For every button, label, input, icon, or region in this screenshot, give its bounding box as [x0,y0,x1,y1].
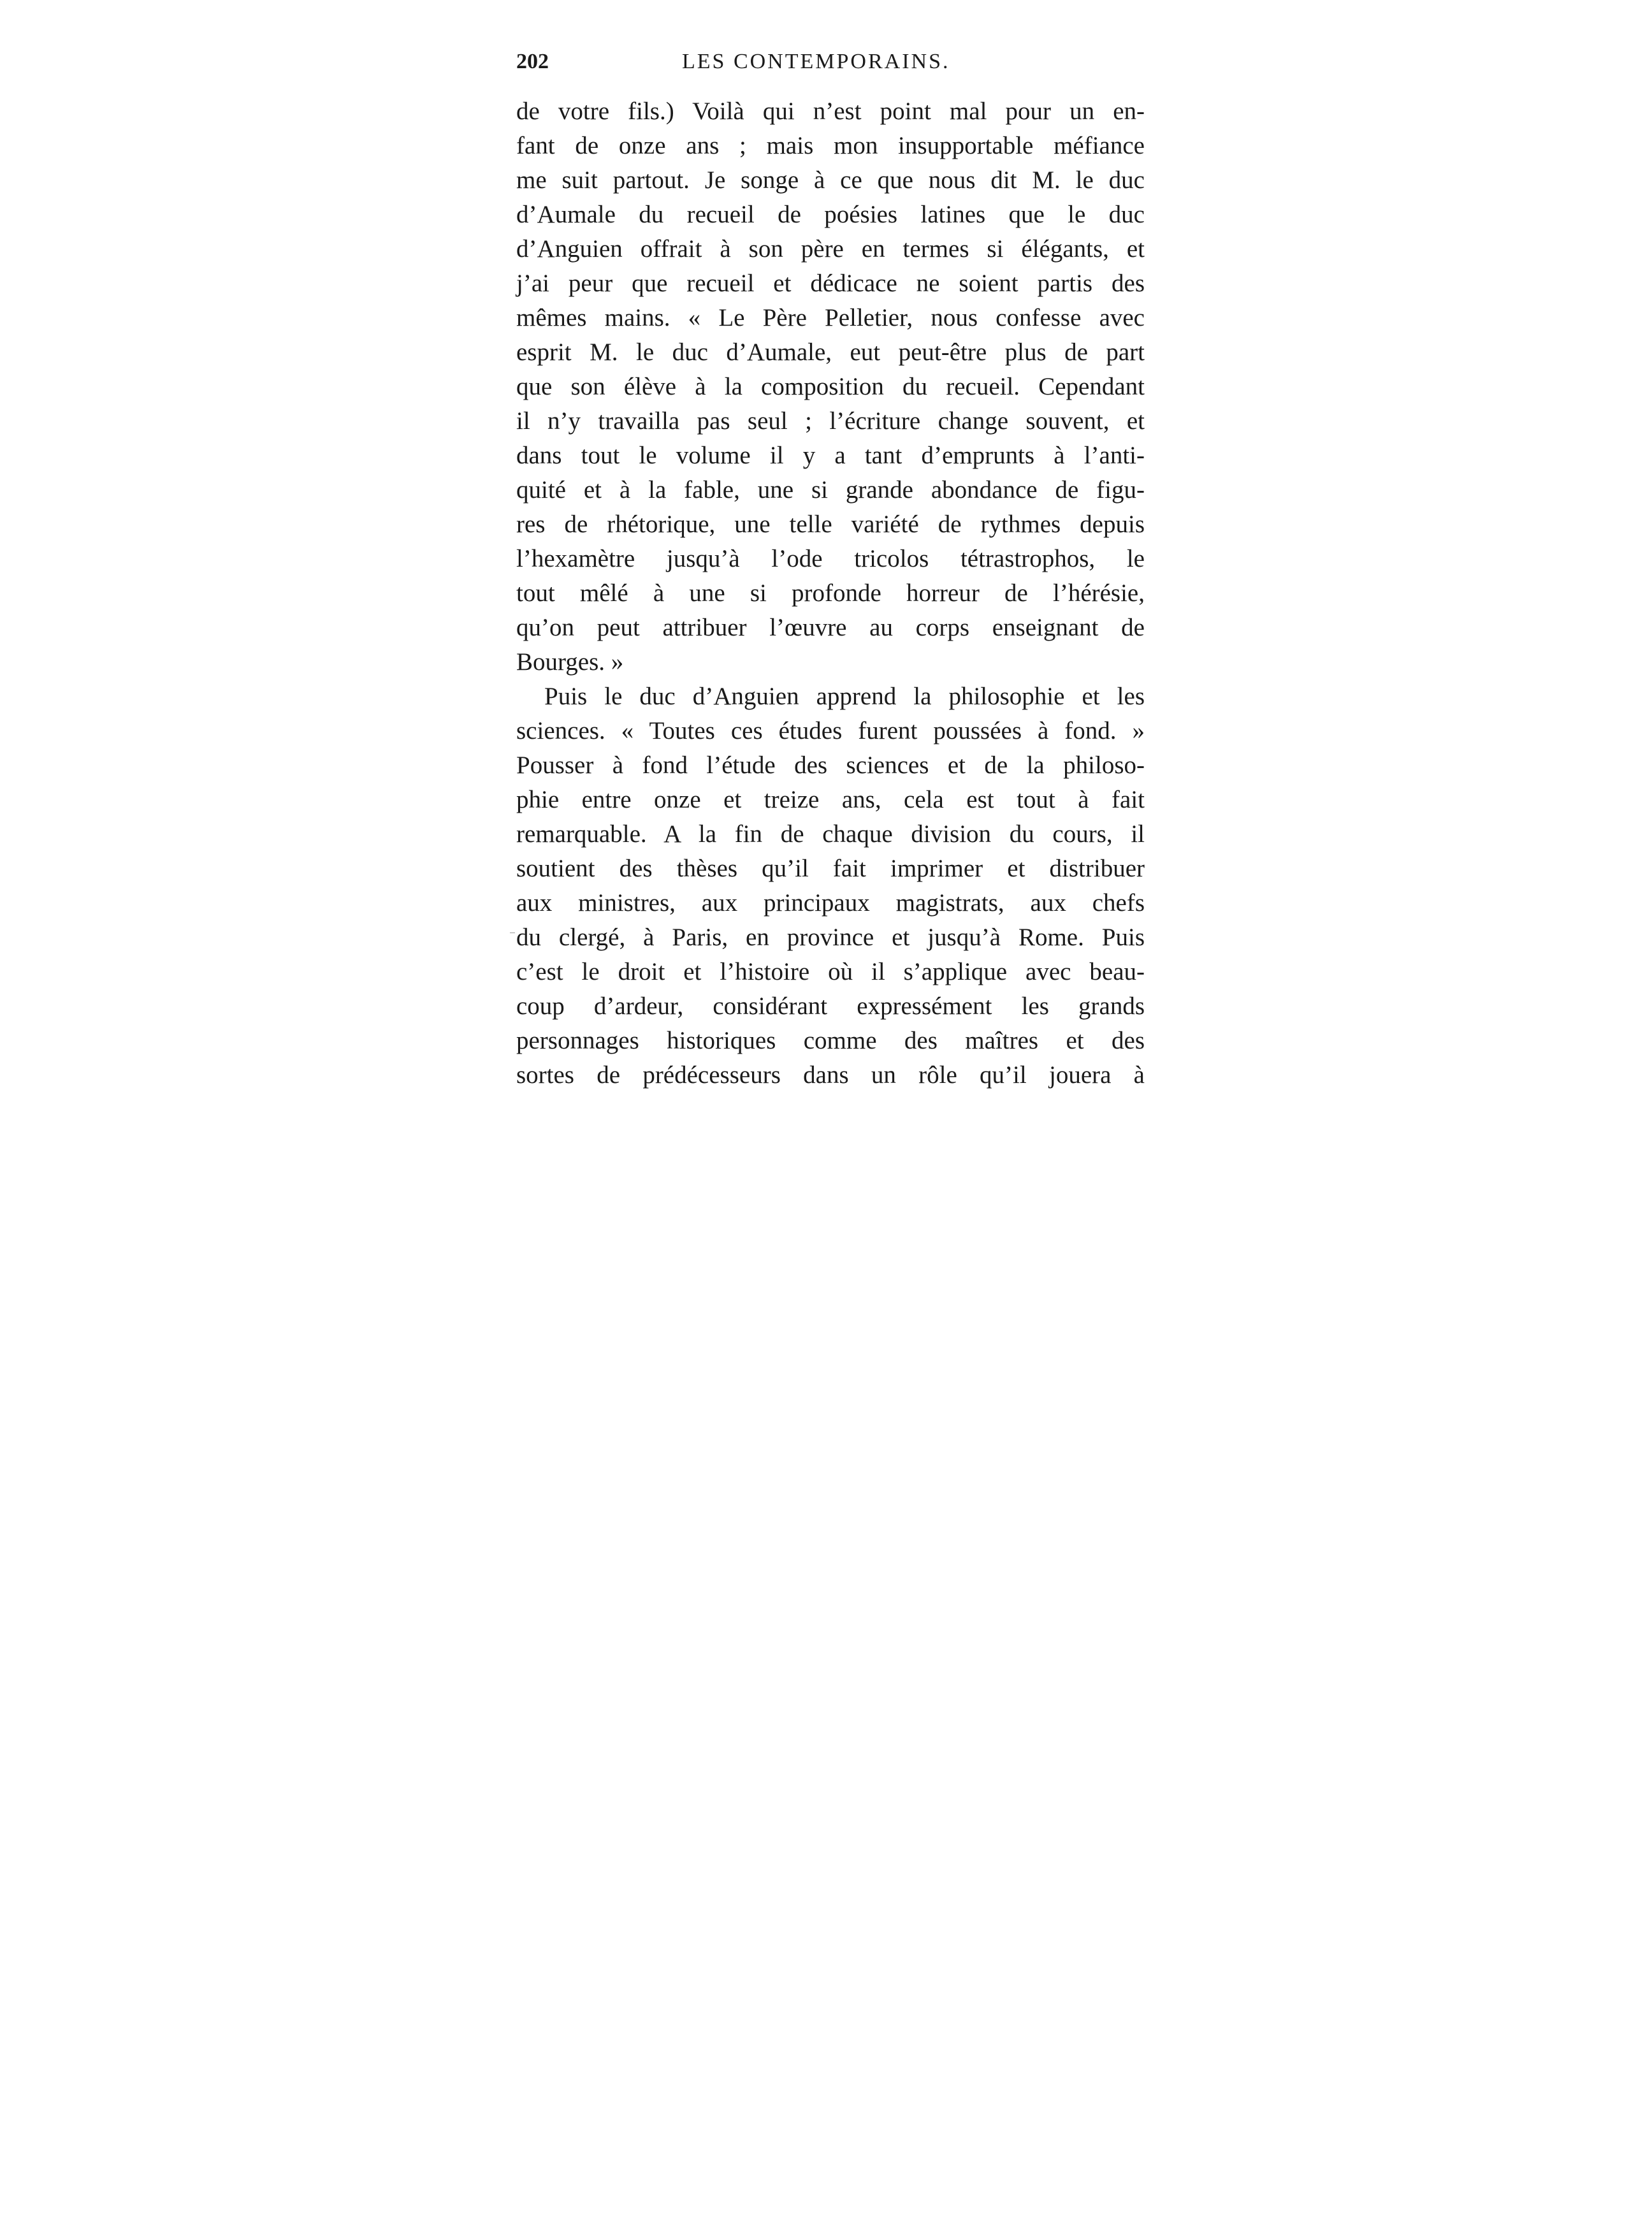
text-line: aux ministres, aux principaux magistrats, aux chefs [516,889,1145,917]
text-line: res de rhétorique, une telle variété de rythmes depuis [516,511,1145,538]
text-line: Bourges. » [516,648,624,676]
text-line: esprit M. le duc d’Aumale, eut peut-être plus de part [516,338,1145,366]
text-line: qu’on peut attribuer l’œuvre au corps enseignant de [516,614,1145,641]
text-line: Puis le duc d’Anguien apprend la philosophie et les [544,683,1145,710]
text-line: mêmes mains. « Le Père Pelletier, nous confesse avec [516,304,1145,331]
text-line: coup d’ardeur, considérant expressément les grands [516,992,1145,1020]
text-line: fant de onze ans ; mais mon insupportable méfiance [516,132,1145,159]
text-line: soutient des thèses qu’il fait imprimer et distribuer [516,855,1145,882]
text-line: d’Anguien offrait à son père en termes si élégants, et [516,235,1145,263]
text-line: c’est le droit et l’histoire où il s’applique avec beau- [516,958,1145,985]
text-line: phie entre onze et treize ans, cela est tout à fait [516,786,1145,813]
running-title: LES CONTEMPORAINS. [682,50,950,73]
text-line: du clergé, à Paris, en province et jusqu’à Rome. Puis [516,924,1145,951]
text-line: l’hexamètre jusqu’à l’ode tricolos tétrastrophos, le [516,545,1145,572]
text-line: sciences. « Toutes ces études furent poussées à fond. » [516,717,1145,744]
text-line: quité et à la fable, une si grande abondance de figu- [516,476,1145,504]
text-line: d’Aumale du recueil de poésies latines que le duc [516,201,1145,228]
text-line: remarquable. A la fin de chaque division du cours, il [516,820,1145,848]
text-line: j’ai peur que recueil et dédicace ne soient partis des [516,270,1145,297]
text-line: de votre fils.) Voilà qui n’est point mal pour un en- [516,98,1145,125]
text-line: il n’y travailla pas seul ; l’écriture change souvent, et [516,407,1145,435]
text-line: me suit partout. Je songe à ce que nous dit M. le duc [516,166,1145,194]
text-line: sortes de prédécesseurs dans un rôle qu’il jouera à [516,1061,1145,1089]
text-line: que son élève à la composition du recueil. Cependant [516,373,1145,400]
text-line: tout mêlé à une si profonde horreur de l’hérésie, [516,579,1145,607]
running-header [516,50,1154,82]
text-line: dans tout le volume il y a tant d’emprunts à l’anti- [516,442,1145,469]
body-text [516,94,1145,1093]
text-line: personnages historiques comme des maîtres et des [516,1027,1145,1054]
page-number: 202 [516,50,549,73]
text-line: Pousser à fond l’étude des sciences et de la philoso- [516,751,1145,779]
